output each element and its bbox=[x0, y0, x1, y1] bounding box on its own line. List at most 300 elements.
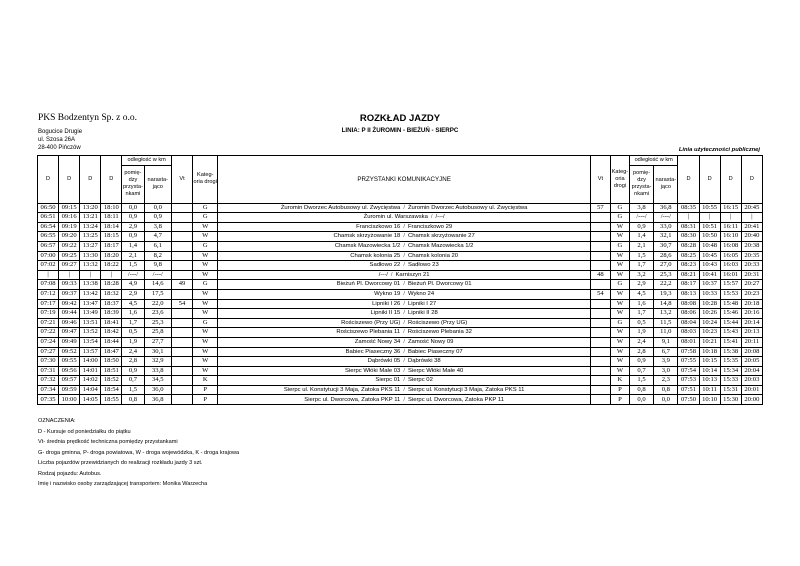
distance-cumulative: 32,1 bbox=[654, 232, 678, 242]
departure-time: 18:52 bbox=[101, 376, 122, 386]
departure-time: 18:17 bbox=[101, 241, 122, 251]
speed-vt bbox=[590, 366, 610, 376]
header-d: D bbox=[678, 156, 699, 204]
distance-cumulative: 32,9 bbox=[144, 357, 171, 367]
return-time: 08:06 bbox=[678, 309, 699, 319]
speed-vt: 54 bbox=[590, 289, 610, 299]
distance-between: 0,7 bbox=[122, 376, 144, 386]
speed-vt bbox=[171, 337, 192, 347]
speed-vt bbox=[171, 232, 192, 242]
return-time: 20:14 bbox=[741, 318, 762, 328]
return-time: 08:25 bbox=[678, 251, 699, 261]
return-time: 15:41 bbox=[720, 337, 741, 347]
road-category: W bbox=[610, 309, 629, 319]
departure-time: 18:39 bbox=[101, 309, 122, 319]
stop-name-return: Dąbrówki 38 bbox=[407, 358, 441, 365]
return-time: 10:13 bbox=[699, 376, 720, 386]
departure-time: 13:24 bbox=[80, 222, 101, 232]
stop-separator: / bbox=[403, 281, 405, 288]
road-category: W bbox=[610, 261, 629, 271]
distance-between: 1,7 bbox=[122, 318, 144, 328]
address-line-3: 28-400 Pińczów bbox=[38, 145, 81, 151]
distance-between: /---/ bbox=[122, 270, 144, 280]
stop-name-outbound: Babiec Piaseczny 36 bbox=[345, 348, 401, 355]
distance-cumulative: 14,8 bbox=[654, 299, 678, 309]
departure-time: 07:30 bbox=[38, 357, 59, 367]
departure-time: 06:51 bbox=[38, 213, 59, 223]
distance-between: 0,5 bbox=[629, 318, 653, 328]
departure-time: 06:57 bbox=[38, 241, 59, 251]
return-time: 20:11 bbox=[741, 337, 762, 347]
speed-vt bbox=[171, 385, 192, 395]
departure-time: 13:42 bbox=[80, 289, 101, 299]
distance-cumulative: 0,0 bbox=[654, 395, 678, 405]
distance-cumulative: 28,6 bbox=[654, 251, 678, 261]
table-row bbox=[38, 395, 763, 405]
stop-name-return: Franciszkowo 29 bbox=[407, 223, 453, 230]
road-category: G bbox=[193, 213, 218, 223]
table-row bbox=[38, 366, 763, 376]
distance-cumulative: 13,2 bbox=[654, 309, 678, 319]
stop-names bbox=[218, 222, 591, 232]
road-category: P bbox=[610, 395, 629, 405]
header-d: D bbox=[80, 156, 101, 204]
road-category: P bbox=[193, 385, 218, 395]
speed-vt bbox=[171, 251, 192, 261]
distance-between: 0,9 bbox=[629, 222, 653, 232]
road-category: W bbox=[193, 299, 218, 309]
road-category: P bbox=[193, 395, 218, 405]
stop-separator: / bbox=[403, 367, 405, 374]
road-category: G bbox=[610, 213, 629, 223]
return-time: 08:23 bbox=[678, 261, 699, 271]
departure-time: 13:49 bbox=[80, 309, 101, 319]
distance-between: 2,9 bbox=[122, 222, 144, 232]
return-time: 20:16 bbox=[741, 309, 762, 319]
return-time: 10:33 bbox=[699, 289, 720, 299]
stop-names bbox=[218, 357, 591, 367]
stop-name-outbound: Chamsk kolonia 25 bbox=[350, 252, 401, 259]
departure-time: 09:25 bbox=[59, 251, 80, 261]
return-time: 10:24 bbox=[699, 318, 720, 328]
stop-name-outbound: Franciszkowo 16 bbox=[356, 223, 401, 230]
road-category: W bbox=[610, 366, 629, 376]
distance-cumulative: 0,9 bbox=[144, 213, 171, 223]
table-row bbox=[38, 261, 763, 271]
distance-between: 1,5 bbox=[122, 261, 144, 271]
return-time: 20:03 bbox=[741, 376, 762, 386]
return-time: 16:15 bbox=[720, 203, 741, 213]
stop-separator: / bbox=[403, 223, 405, 230]
departure-time: 14:02 bbox=[80, 376, 101, 386]
speed-vt bbox=[590, 280, 610, 290]
speed-vt bbox=[171, 241, 192, 251]
departure-time: 13:20 bbox=[80, 203, 101, 213]
road-category: G bbox=[193, 203, 218, 213]
road-category: W bbox=[193, 270, 218, 280]
address-line-1: Bogucice Drugie bbox=[38, 129, 83, 135]
return-time: 10:28 bbox=[699, 299, 720, 309]
departure-time: 18:32 bbox=[101, 289, 122, 299]
distance-cumulative: 30,1 bbox=[144, 347, 171, 357]
stop-name-return: Sierpc 02 bbox=[407, 377, 433, 384]
speed-vt bbox=[171, 261, 192, 271]
return-time: 15:34 bbox=[720, 366, 741, 376]
departure-time: 13:30 bbox=[80, 251, 101, 261]
stop-separator: / bbox=[403, 262, 405, 269]
stop-name-outbound: Żuromin ul. Warszawska bbox=[363, 214, 428, 221]
distance-between: 0,9 bbox=[122, 366, 144, 376]
return-time: 16:11 bbox=[720, 222, 741, 232]
stop-name-outbound: Rościszewo Plebania 11 bbox=[336, 329, 401, 336]
return-time: 07:50 bbox=[678, 395, 699, 405]
table-row bbox=[38, 299, 763, 309]
speed-vt bbox=[590, 337, 610, 347]
distance-between: 1,5 bbox=[629, 376, 653, 386]
table-row bbox=[38, 376, 763, 386]
departure-time: 07:00 bbox=[38, 251, 59, 261]
departure-time: 18:22 bbox=[101, 261, 122, 271]
distance-between: 2,4 bbox=[122, 347, 144, 357]
return-time: 16:05 bbox=[720, 251, 741, 261]
return-time: 10:55 bbox=[699, 203, 720, 213]
header-between-stops: pomię-dzy przysta-nkami bbox=[122, 165, 144, 203]
distance-cumulative: 9,1 bbox=[654, 337, 678, 347]
stop-names bbox=[218, 309, 591, 319]
departure-time: 07:35 bbox=[38, 395, 59, 405]
return-time: 08:28 bbox=[678, 241, 699, 251]
distance-cumulative: 6,7 bbox=[654, 347, 678, 357]
road-category: W bbox=[193, 337, 218, 347]
header-stops: PRZYSTANKI KOMUNIKACYJNE bbox=[218, 156, 591, 204]
return-time: 20:04 bbox=[741, 366, 762, 376]
road-category: W bbox=[193, 261, 218, 271]
return-time: 10:45 bbox=[699, 251, 720, 261]
header-distance: odległość w km bbox=[629, 156, 678, 166]
departure-time: 07:32 bbox=[38, 376, 59, 386]
departure-time: 06:55 bbox=[38, 232, 59, 242]
road-category: G bbox=[193, 318, 218, 328]
distance-between: 0,9 bbox=[122, 232, 144, 242]
stop-name-outbound: Lipniki I 26 bbox=[372, 300, 401, 307]
return-time: 10:11 bbox=[699, 385, 720, 395]
road-category: W bbox=[193, 232, 218, 242]
speed-vt bbox=[171, 347, 192, 357]
stop-name-return: Sadłowo 23 bbox=[407, 262, 439, 269]
speed-vt bbox=[590, 357, 610, 367]
distance-cumulative: 4,7 bbox=[144, 232, 171, 242]
speed-vt bbox=[590, 299, 610, 309]
departure-time: 10:00 bbox=[59, 395, 80, 405]
header-d: D bbox=[741, 156, 762, 204]
stop-names bbox=[218, 395, 591, 405]
departure-time: 13:27 bbox=[80, 241, 101, 251]
return-time: 10:18 bbox=[699, 347, 720, 357]
departure-time: 14:05 bbox=[80, 395, 101, 405]
stop-name-return: Żuromin Dworzec Autobusowy ul. Zwycięstwa bbox=[407, 204, 528, 211]
distance-cumulative: 33,8 bbox=[144, 366, 171, 376]
distance-between: /---/ bbox=[629, 213, 653, 223]
distance-cumulative: 17,5 bbox=[144, 289, 171, 299]
distance-between: 2,8 bbox=[122, 357, 144, 367]
return-time: 20:23 bbox=[741, 289, 762, 299]
speed-vt: 48 bbox=[590, 270, 610, 280]
departure-time: 09:57 bbox=[59, 376, 80, 386]
return-time: 15:57 bbox=[720, 280, 741, 290]
return-time: 10:43 bbox=[699, 261, 720, 271]
distance-between: 4,5 bbox=[122, 299, 144, 309]
departure-time: 13:51 bbox=[80, 318, 101, 328]
distance-between: 1,6 bbox=[629, 299, 653, 309]
return-time: 10:10 bbox=[699, 395, 720, 405]
table-row bbox=[38, 347, 763, 357]
distance-between: 0,0 bbox=[629, 395, 653, 405]
departure-time: | bbox=[38, 270, 59, 280]
departure-time: 13:21 bbox=[80, 213, 101, 223]
distance-between: 3,2 bbox=[629, 270, 653, 280]
return-time: 15:53 bbox=[720, 289, 741, 299]
departure-time: 18:10 bbox=[101, 203, 122, 213]
page-title: ROZKŁAD JAZDY bbox=[359, 113, 441, 124]
departure-time: | bbox=[59, 270, 80, 280]
distance-cumulative: 11,5 bbox=[654, 318, 678, 328]
header-d: D bbox=[101, 156, 122, 204]
stop-separator: / bbox=[403, 348, 405, 355]
stop-names bbox=[218, 251, 591, 261]
distance-between: 0,5 bbox=[122, 328, 144, 338]
road-category: G bbox=[193, 280, 218, 290]
speed-vt bbox=[171, 270, 192, 280]
road-category: W bbox=[193, 251, 218, 261]
return-time: 08:35 bbox=[678, 203, 699, 213]
distance-between: 2,9 bbox=[629, 280, 653, 290]
return-time: 08:08 bbox=[678, 299, 699, 309]
departure-time: 09:46 bbox=[59, 318, 80, 328]
return-time: 10:23 bbox=[699, 328, 720, 338]
departure-time: 09:37 bbox=[59, 289, 80, 299]
stop-name-outbound: Sierpc 01 bbox=[375, 377, 401, 384]
distance-cumulative: 3,0 bbox=[654, 366, 678, 376]
departure-time: 09:49 bbox=[59, 337, 80, 347]
distance-cumulative: 3,8 bbox=[144, 222, 171, 232]
header-d: D bbox=[59, 156, 80, 204]
stop-name-outbound: Sierpc ul. Konstytucji 3 Maja, Zatoka PKS 11 bbox=[283, 386, 401, 393]
table-row bbox=[38, 309, 763, 319]
distance-between: 2,1 bbox=[122, 251, 144, 261]
stop-separator: / bbox=[430, 214, 433, 221]
departure-time: 18:42 bbox=[101, 328, 122, 338]
return-time: 20:35 bbox=[741, 251, 762, 261]
speed-vt bbox=[171, 318, 192, 328]
departure-time: | bbox=[80, 270, 101, 280]
road-category: W bbox=[193, 222, 218, 232]
return-time: 15:31 bbox=[720, 385, 741, 395]
distance-between: 1,7 bbox=[629, 309, 653, 319]
speed-vt bbox=[590, 241, 610, 251]
return-time: 08:17 bbox=[678, 280, 699, 290]
return-time: 08:01 bbox=[678, 337, 699, 347]
departure-time: 18:28 bbox=[101, 280, 122, 290]
stop-name-outbound: Rościszewo (Przy UG) bbox=[341, 319, 401, 326]
distance-between: 1,5 bbox=[629, 251, 653, 261]
departure-time: 09:44 bbox=[59, 309, 80, 319]
return-time: | bbox=[678, 213, 699, 223]
speed-vt bbox=[590, 309, 610, 319]
road-category: W bbox=[610, 328, 629, 338]
stop-names bbox=[218, 337, 591, 347]
speed-vt bbox=[590, 395, 610, 405]
road-category: W bbox=[610, 299, 629, 309]
return-time: 10:50 bbox=[699, 232, 720, 242]
distance-cumulative: 27,0 bbox=[654, 261, 678, 271]
return-time: 20:27 bbox=[741, 280, 762, 290]
stop-name-return: Rościszewo (Przy UG) bbox=[407, 319, 468, 326]
distance-cumulative: 22,2 bbox=[654, 280, 678, 290]
stop-names bbox=[218, 289, 591, 299]
return-time: 08:31 bbox=[678, 222, 699, 232]
departure-time: 07:34 bbox=[38, 385, 59, 395]
speed-vt bbox=[171, 203, 192, 213]
distance-cumulative: 19,3 bbox=[654, 289, 678, 299]
distance-between: 0,9 bbox=[629, 357, 653, 367]
distance-cumulative: 33,0 bbox=[654, 222, 678, 232]
stop-name-return: Lipniki II 28 bbox=[407, 310, 438, 317]
departure-time: 07:21 bbox=[38, 318, 59, 328]
distance-cumulative: 25,3 bbox=[144, 318, 171, 328]
speed-vt bbox=[171, 289, 192, 299]
return-time: 20:18 bbox=[741, 299, 762, 309]
stop-names bbox=[218, 280, 591, 290]
road-category: W bbox=[610, 357, 629, 367]
table-row bbox=[38, 251, 763, 261]
table-row bbox=[38, 241, 763, 251]
stop-name-outbound: Dąbrówki 05 bbox=[367, 358, 401, 365]
departure-time: 18:11 bbox=[101, 213, 122, 223]
table-row bbox=[38, 213, 763, 223]
departure-time: 18:14 bbox=[101, 222, 122, 232]
stop-separator: / bbox=[403, 319, 405, 326]
stop-name-outbound: Chamsk skrzyżowanie 18 bbox=[333, 233, 401, 240]
distance-between: 4,9 bbox=[122, 280, 144, 290]
distance-cumulative: 14,6 bbox=[144, 280, 171, 290]
distance-cumulative: 8,2 bbox=[144, 251, 171, 261]
departure-time: 09:52 bbox=[59, 347, 80, 357]
return-time: 08:03 bbox=[678, 328, 699, 338]
speed-vt bbox=[590, 385, 610, 395]
road-category: W bbox=[610, 289, 629, 299]
departure-time: 09:15 bbox=[59, 203, 80, 213]
distance-cumulative: /---/ bbox=[144, 270, 171, 280]
return-time: 15:48 bbox=[720, 299, 741, 309]
departure-time: 13:54 bbox=[80, 337, 101, 347]
stop-name-outbound: Lipniki II 15 bbox=[370, 310, 401, 317]
stop-separator: / bbox=[403, 329, 405, 336]
table-row bbox=[38, 232, 763, 242]
departure-time: 09:16 bbox=[59, 213, 80, 223]
header-between-stops: pomię-dzy przysta-nkami bbox=[629, 165, 653, 203]
stop-separator: / bbox=[403, 386, 405, 393]
distance-cumulative: /---/ bbox=[654, 213, 678, 223]
distance-between: 1,6 bbox=[122, 309, 144, 319]
departure-time: 07:12 bbox=[38, 289, 59, 299]
stop-separator: / bbox=[403, 339, 405, 345]
line-type: Linia użyteczności publicznej bbox=[678, 147, 760, 153]
return-time: 10:26 bbox=[699, 309, 720, 319]
distance-cumulative: 30,7 bbox=[654, 241, 678, 251]
speed-vt bbox=[171, 395, 192, 405]
stop-names bbox=[218, 299, 591, 309]
stop-separator: / bbox=[403, 233, 405, 240]
speed-vt: 57 bbox=[590, 203, 610, 213]
stop-names bbox=[218, 328, 591, 338]
table-row bbox=[38, 357, 763, 367]
departure-time: 09:59 bbox=[59, 385, 80, 395]
return-time: 15:44 bbox=[720, 318, 741, 328]
header-road-category: Kateg-oria drogi bbox=[193, 156, 218, 204]
road-category: W bbox=[610, 222, 629, 232]
departure-time: 18:15 bbox=[101, 232, 122, 242]
road-category: G bbox=[610, 280, 629, 290]
departure-time: 09:20 bbox=[59, 232, 80, 242]
line-name: LINIA: P II ŻUROMIN - BIEŻUŃ - SIERPC bbox=[341, 127, 459, 134]
footer-note: Rodzaj pojazdu: Autobus. bbox=[38, 470, 102, 477]
header-cumulative: narasta-jąco bbox=[654, 165, 678, 203]
return-time: 15:33 bbox=[720, 376, 741, 386]
table-row bbox=[38, 222, 763, 232]
return-time: 10:15 bbox=[699, 357, 720, 367]
distance-cumulative: 34,5 bbox=[144, 376, 171, 386]
stop-name-return: Sierpc Włóki Małe 40 bbox=[407, 367, 464, 374]
return-time: | bbox=[720, 213, 741, 223]
departure-time: 18:41 bbox=[101, 318, 122, 328]
road-category: G bbox=[610, 241, 629, 251]
return-time: | bbox=[741, 213, 762, 223]
stop-name-outbound: Wykno 19 bbox=[374, 291, 401, 298]
stop-separator: / bbox=[403, 291, 405, 298]
stop-names bbox=[218, 347, 591, 357]
return-time: 20:00 bbox=[741, 395, 762, 405]
departure-time: 07:02 bbox=[38, 261, 59, 271]
return-time: 20:45 bbox=[741, 203, 762, 213]
stop-names bbox=[218, 376, 591, 386]
road-category: W bbox=[610, 232, 629, 242]
departure-time: 18:47 bbox=[101, 347, 122, 357]
road-category: W bbox=[193, 357, 218, 367]
return-time: 20:13 bbox=[741, 328, 762, 338]
road-category: W bbox=[610, 251, 629, 261]
stop-name-outbound: Bieżuń Pl. Dworcowy 01 bbox=[336, 281, 401, 288]
distance-between: 1,9 bbox=[122, 337, 144, 347]
distance-cumulative: 25,8 bbox=[144, 328, 171, 338]
speed-vt bbox=[590, 347, 610, 357]
distance-between: 0,0 bbox=[122, 203, 144, 213]
company-name: PKS Bodzentyn Sp. z o.o. bbox=[38, 113, 137, 123]
return-time: 07:55 bbox=[678, 357, 699, 367]
stop-names bbox=[218, 385, 591, 395]
table-row bbox=[38, 328, 763, 338]
speed-vt bbox=[171, 357, 192, 367]
distance-between: 1,9 bbox=[629, 328, 653, 338]
table-row bbox=[38, 337, 763, 347]
stop-separator: / bbox=[403, 396, 405, 403]
header-road-category: Kateg-oria drogi bbox=[610, 156, 629, 204]
return-time: 07:53 bbox=[678, 376, 699, 386]
header-vt: Vt bbox=[590, 156, 610, 204]
departure-time: 06:50 bbox=[38, 203, 59, 213]
header-cumulative: narasta-jąco bbox=[144, 165, 171, 203]
distance-between: 3,8 bbox=[629, 203, 653, 213]
return-time: 10:21 bbox=[699, 337, 720, 347]
